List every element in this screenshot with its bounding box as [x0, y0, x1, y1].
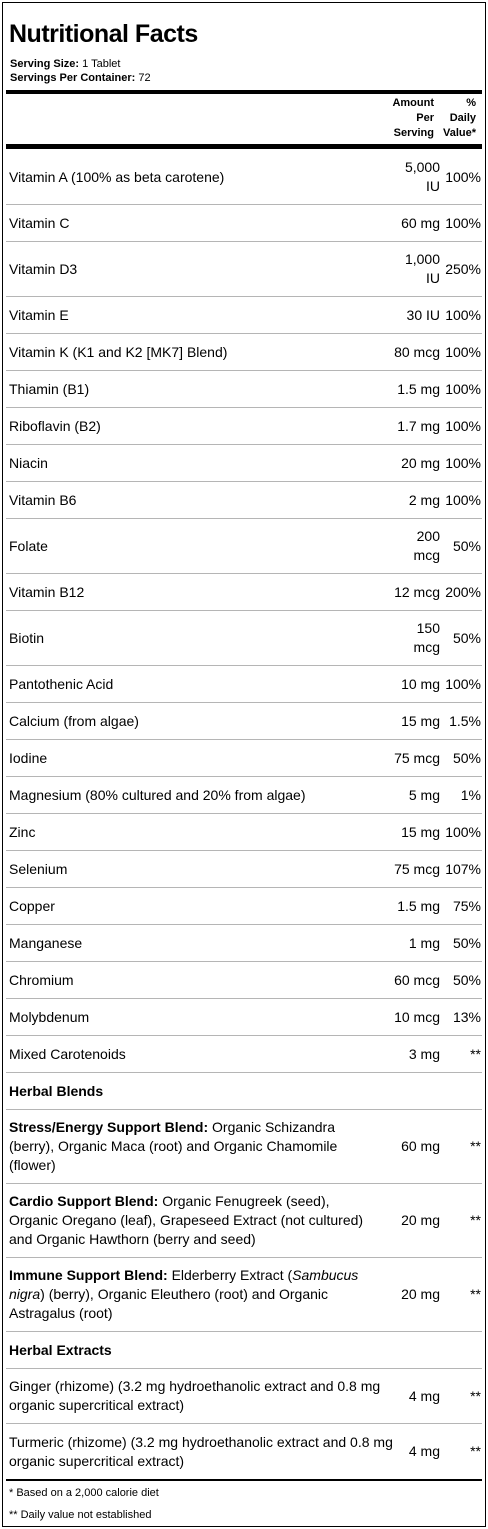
- nutrient-row: [6, 334, 482, 371]
- nutrient-amount-line: 1 mg: [408, 934, 440, 951]
- nutrient-amount-line: 60 mcg: [394, 971, 440, 988]
- nutrient-amount: [391, 242, 440, 296]
- serving-size-value: 1 Tablet: [82, 58, 121, 70]
- nutrient-name: Vitamin B12: [9, 583, 85, 600]
- extract-row: [6, 1369, 482, 1424]
- daily-value-header: [437, 96, 476, 141]
- nutrient-name: Vitamin B6: [9, 491, 77, 508]
- nutrient-amount-line: 10 mcg: [394, 1008, 440, 1025]
- nutrient-name: Riboflavin (B2): [9, 417, 101, 434]
- nutrient-name: Calcium (from algae): [9, 712, 139, 729]
- extract-daily-value: **: [470, 1387, 481, 1404]
- nutrient-amount: [391, 445, 440, 481]
- blend-description: [9, 1258, 381, 1331]
- nutrient-daily-value: 75%: [452, 897, 481, 914]
- nutrient-daily-value: 100%: [445, 454, 481, 471]
- extract-amount: 4 mg: [408, 1443, 440, 1459]
- nutrient-amount-line: IU: [426, 270, 440, 286]
- nutrient-amount-line: 30 IU: [406, 306, 440, 323]
- nutrient-daily-value: 100%: [445, 675, 481, 692]
- nutrient-name: Selenium: [9, 860, 68, 877]
- nutrient-row: [6, 519, 482, 574]
- nutrient-row: [6, 962, 482, 999]
- nutrient-amount: [391, 519, 440, 573]
- serving-size-label: Serving Size:: [10, 58, 80, 70]
- nutrient-name: Chromium: [9, 971, 74, 988]
- nutrient-row: [6, 482, 482, 519]
- nutrient-name: Niacin: [9, 454, 48, 471]
- nutrient-daily-value: 50%: [452, 537, 481, 554]
- nutrient-amount: [391, 851, 440, 887]
- blend-name: Stress/Energy Support Blend:: [9, 1119, 209, 1135]
- nutrient-name: Thiamin (B1): [9, 380, 90, 397]
- nutrient-amount-line: 1.7 mg: [397, 417, 440, 434]
- nutrient-name: Biotin: [9, 629, 45, 646]
- blend-daily-value: **: [470, 1286, 481, 1302]
- nutrient-daily-value: 50%: [452, 749, 481, 766]
- nutrient-amount-line: 15 mg: [401, 823, 440, 840]
- thick-divider-top: [6, 90, 482, 94]
- nutrient-amount: [391, 925, 440, 961]
- nutrient-amount-line: 5,000: [404, 159, 440, 175]
- nutrient-daily-value: 200%: [445, 583, 481, 600]
- nutrient-amount-line: 20 mg: [401, 454, 440, 471]
- extract-amount: 4 mg: [408, 1387, 440, 1404]
- extract-daily-value: **: [470, 1443, 481, 1459]
- blend-amount: 60 mg: [401, 1138, 440, 1154]
- nutrient-amount: [391, 1036, 440, 1072]
- nutrient-amount-line: 1.5 mg: [397, 897, 440, 914]
- nutrient-daily-value: 100%: [445, 417, 481, 434]
- blend-row: [6, 1258, 482, 1332]
- nutrient-amount: [391, 371, 440, 407]
- blend-row: [6, 1110, 482, 1184]
- nutrient-row: [6, 611, 482, 666]
- blend-name: Immune Support Blend:: [9, 1267, 168, 1283]
- nutrient-row: [6, 851, 482, 888]
- nutrient-daily-value: 13%: [452, 1008, 481, 1025]
- nutrient-name: Mixed Carotenoids: [9, 1045, 126, 1062]
- blend-name: Cardio Support Blend:: [9, 1193, 159, 1209]
- thick-divider-bottom: [6, 1479, 482, 1481]
- nutrient-name: Vitamin A (100% as beta carotene): [9, 168, 225, 185]
- nutrient-amount-line: mcg: [413, 639, 440, 655]
- nutrient-amount-line: 2 mg: [408, 491, 440, 508]
- servings-per-container: [10, 72, 151, 85]
- nutrient-amount-line: 3 mg: [408, 1045, 440, 1062]
- nutrient-daily-value: **: [470, 1045, 481, 1062]
- header-amount-line: Per: [416, 112, 434, 124]
- nutrient-daily-value: 50%: [452, 934, 481, 951]
- nutrient-amount-line: 5 mg: [408, 786, 440, 803]
- nutrient-amount: [391, 297, 440, 333]
- nutrient-row: [6, 150, 482, 205]
- nutrient-name: Vitamin C: [9, 214, 70, 231]
- nutrient-daily-value: 1%: [460, 786, 481, 803]
- blend-ingredients: Organic Fenugreek (seed), Organic Oregano (leaf), Grapeseed Extract (not cultured) and Organic Hawthorn (berry and seed): [9, 1193, 364, 1247]
- nutrient-amount-line: 15 mg: [401, 712, 440, 729]
- nutrient-daily-value: 1.5%: [449, 712, 481, 729]
- nutrient-amount-line: 75 mcg: [394, 860, 440, 877]
- nutrient-amount: [391, 888, 440, 924]
- nutrient-daily-value: 100%: [445, 306, 481, 323]
- nutrient-row: [6, 371, 482, 408]
- nutrition-facts-panel: [2, 2, 486, 1527]
- servings-per-container-label: Servings Per Container:: [10, 72, 136, 84]
- nutrient-daily-value: 107%: [445, 860, 481, 877]
- nutrient-amount: [391, 334, 440, 370]
- nutrient-name: Folate: [9, 537, 48, 554]
- nutrient-amount: [391, 814, 440, 850]
- nutrient-row: [6, 297, 482, 334]
- footnote: ** Daily value not established: [9, 1509, 152, 1521]
- footnote: * Based on a 2,000 calorie diet: [9, 1487, 159, 1499]
- nutrient-amount-line: 80 mcg: [394, 343, 440, 360]
- nutrient-name: Copper: [9, 897, 55, 914]
- nutrient-daily-value: 100%: [445, 380, 481, 397]
- nutrient-amount-line: mcg: [413, 547, 440, 563]
- nutrient-amount-line: 10 mg: [401, 675, 440, 692]
- thick-divider-header: [6, 144, 482, 149]
- nutrient-row: [6, 1036, 482, 1073]
- nutrient-amount: [391, 408, 440, 444]
- nutrient-amount: [391, 740, 440, 776]
- nutrient-amount-line: 200: [416, 528, 440, 544]
- nutrient-name: Vitamin E: [9, 306, 69, 323]
- servings-per-container-value: 72: [138, 72, 151, 84]
- nutrient-daily-value: 100%: [445, 491, 481, 508]
- nutrient-row: [6, 999, 482, 1036]
- blend-daily-value: **: [470, 1212, 481, 1228]
- nutrient-row: [6, 814, 482, 851]
- nutrient-row: [6, 574, 482, 611]
- nutrient-amount: [391, 962, 440, 998]
- header-dv-line: %: [466, 97, 476, 109]
- nutrient-daily-value: 100%: [445, 168, 481, 185]
- header-amount-line: Amount: [392, 97, 434, 109]
- blend-amount: 20 mg: [401, 1286, 440, 1302]
- nutrient-daily-value: 250%: [445, 260, 481, 277]
- nutrient-daily-value: 100%: [445, 214, 481, 231]
- serving-size: [10, 58, 120, 71]
- nutrient-row: [6, 740, 482, 777]
- nutrient-daily-value: 100%: [445, 823, 481, 840]
- nutrient-row: [6, 205, 482, 242]
- nutrient-row: [6, 408, 482, 445]
- nutrient-amount-line: 1.5 mg: [397, 380, 440, 397]
- blend-ingredients: Elderberry Extract (: [171, 1267, 293, 1283]
- blend-ingredients-italic: Sambucus nigra: [9, 1267, 359, 1302]
- header-dv-line: Daily: [449, 112, 476, 124]
- nutrient-amount-line: 150: [416, 620, 440, 636]
- nutrient-amount: [391, 574, 440, 610]
- nutrient-amount: [391, 150, 440, 204]
- nutrient-row: [6, 777, 482, 814]
- nutrient-name: Zinc: [9, 823, 36, 840]
- blend-amount: 20 mg: [401, 1212, 440, 1228]
- nutrient-name: Vitamin K (K1 and K2 [MK7] Blend): [9, 343, 228, 360]
- nutrient-daily-value: 50%: [452, 971, 481, 988]
- herbal-blends-heading: Herbal Blends: [9, 1082, 104, 1099]
- nutrient-name: Molybdenum: [9, 1008, 90, 1025]
- nutrient-name: Pantothenic Acid: [9, 675, 114, 692]
- page-title: Nutritional Facts: [9, 20, 198, 48]
- nutrient-amount: [391, 205, 440, 241]
- herbal-extracts-heading-row: [6, 1332, 482, 1369]
- header-dv-line: Value*: [442, 127, 476, 139]
- extract-name: [9, 1369, 394, 1423]
- nutrient-row: [6, 925, 482, 962]
- amount-per-serving-header: [373, 96, 434, 141]
- nutrient-amount: [391, 999, 440, 1035]
- extract-name-text: Turmeric (rhizome) (3.2 mg hydroethanolic extract and 0.8 mg organic supercritical extract): [9, 1433, 393, 1469]
- extract-row: [6, 1424, 482, 1479]
- nutrient-amount-line: IU: [426, 178, 440, 194]
- header-amount-line: Serving: [393, 127, 434, 139]
- nutrient-name: Iodine: [9, 749, 48, 766]
- nutrient-row: [6, 888, 482, 925]
- extract-name: [9, 1424, 394, 1479]
- nutrient-name: Magnesium (80% cultured and 20% from algae): [9, 786, 306, 803]
- herbal-extracts-heading: Herbal Extracts: [9, 1341, 112, 1358]
- nutrient-name: Vitamin D3: [9, 260, 78, 277]
- blend-description: [9, 1184, 381, 1257]
- nutrient-amount: [391, 703, 440, 739]
- nutrient-daily-value: 50%: [452, 629, 481, 646]
- nutrient-row: [6, 666, 482, 703]
- nutrient-row: [6, 445, 482, 482]
- blend-ingredients: Organic Schizandra (berry), Organic Maca (root) and Organic Chamomile (flower): [9, 1119, 338, 1173]
- nutrient-daily-value: 100%: [445, 343, 481, 360]
- nutrient-amount-line: 75 mcg: [394, 749, 440, 766]
- nutrient-name: Manganese: [9, 934, 83, 951]
- nutrient-amount: [391, 666, 440, 702]
- nutrient-row: [6, 242, 482, 297]
- nutrient-amount-line: 1,000: [404, 251, 440, 267]
- nutrient-row: [6, 703, 482, 740]
- nutrient-amount: [391, 482, 440, 518]
- blend-ingredients: ) (berry), Organic Eleuthero (root) and Organic Astragalus (root): [9, 1286, 329, 1321]
- blend-row: [6, 1184, 482, 1258]
- blend-daily-value: **: [470, 1138, 481, 1154]
- nutrient-amount-line: 12 mcg: [394, 583, 440, 600]
- nutrient-amount-line: 60 mg: [401, 214, 440, 231]
- herbal-blends-heading-row: [6, 1073, 482, 1110]
- nutrient-amount: [391, 777, 440, 813]
- nutrient-amount: [391, 611, 440, 665]
- blend-description: [9, 1110, 381, 1183]
- extract-name-text: Ginger (rhizome) (3.2 mg hydroethanolic extract and 0.8 mg organic supercritical extract): [9, 1378, 381, 1413]
